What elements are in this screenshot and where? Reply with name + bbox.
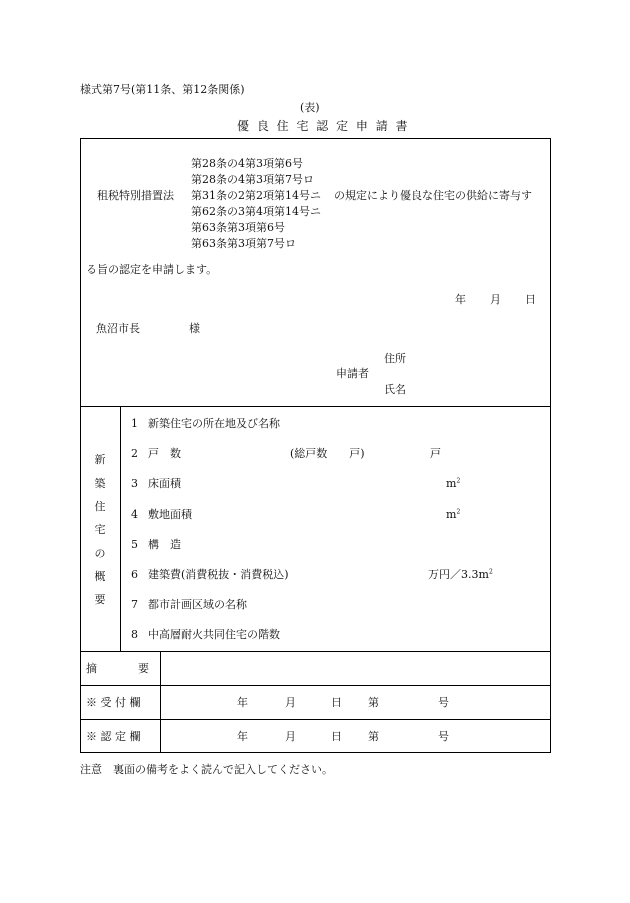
item-4-num: 4 (131, 508, 138, 521)
side-label: (表) (300, 101, 320, 114)
item-3-label: 床面積 (148, 477, 181, 490)
item-4-label: 敷地面積 (148, 508, 192, 521)
item-3-num: 3 (131, 477, 138, 490)
reception-month: 月 (285, 696, 296, 709)
overview-label-char-3: 住 (94, 500, 106, 513)
certification-gou: 号 (438, 730, 449, 743)
page-title: 優 良 住 宅 認 定 申 請 書 (237, 119, 410, 133)
reception-dai: 第 (368, 696, 379, 709)
certification-month: 月 (285, 730, 296, 743)
article-line-3: 第31条の2第2項第14号ニ (191, 189, 321, 202)
summary-label: 摘 要 (86, 662, 151, 675)
honorific: 様 (189, 322, 200, 335)
item-5-num: 5 (131, 538, 138, 551)
item-7-label: 都市計画区域の名称 (148, 598, 247, 611)
divider-certification-top (80, 719, 551, 720)
overview-label-char-2: 築 (94, 477, 106, 490)
article-line-4: 第62条の3第4項第14号ニ (191, 205, 321, 218)
applicant-address-label: 住所 (384, 352, 406, 365)
certification-day: 日 (331, 730, 342, 743)
item-1-label: 新築住宅の所在地及び名称 (148, 417, 280, 430)
date-day-label: 日 (525, 293, 536, 306)
applicant-label: 申請者 (336, 367, 369, 380)
divider-overview-top (80, 406, 551, 407)
footer-note: 注意 裏面の備考をよく読んで記入してください。 (80, 763, 333, 776)
item-6-unit: 万円$/3.3m^2$ (428, 568, 493, 581)
reception-day: 日 (331, 696, 342, 709)
reception-year: 年 (237, 696, 248, 709)
item-8-num: 8 (131, 628, 138, 641)
reception-label: ※ 受 付 欄 (86, 696, 141, 709)
regulation-text: の規定により優良な住宅の供給に寄与す (334, 189, 532, 202)
item-2-label: 戸 数 (148, 447, 181, 460)
article-line-6: 第63条第3項第7号ロ (191, 237, 296, 250)
overview-label-char-5: の (94, 547, 106, 560)
item-3-unit: $m^2$ (446, 477, 461, 490)
reception-gou: 号 (438, 696, 449, 709)
date-year-label: 年 (455, 293, 466, 306)
summary-field[interactable] (161, 652, 550, 685)
overview-label-char-7: 要 (94, 593, 106, 606)
article-line-2: 第28条の4第3項第7号ロ (191, 173, 314, 186)
article-line-5: 第63条第3項第6号 (191, 221, 285, 234)
applicant-name-label: 氏名 (384, 383, 406, 396)
overview-label-char-1: 新 (94, 453, 106, 466)
item-1-num: 1 (131, 417, 138, 430)
item-4-unit: $m^2$ (446, 508, 461, 521)
item-5-label: 構 造 (148, 538, 181, 551)
item-6-label: 建築費(消費税抜・消費税込) (148, 568, 289, 581)
divider-reception-top (80, 685, 551, 686)
item-2-unit: 戸 (430, 447, 441, 460)
law-name: 租税特別措置法 (97, 189, 174, 202)
certification-dai: 第 (368, 730, 379, 743)
addressee: 魚沼市長 (96, 322, 140, 335)
item-2-extra: (総戸数 戸) (290, 447, 365, 460)
certification-label: ※ 認 定 欄 (86, 730, 141, 743)
overview-label-char-4: 宅 (94, 523, 106, 536)
overview-label-char-6: 概 (94, 570, 106, 583)
item-8-label: 中高層耐火共同住宅の階数 (148, 628, 280, 641)
article-line-1: 第28条の4第3項第6号 (191, 157, 303, 170)
divider-overview-vertical (120, 406, 121, 651)
certification-year: 年 (237, 730, 248, 743)
item-7-num: 7 (131, 598, 138, 611)
form-id: 様式第7号(第11条、第12条関係) (80, 83, 245, 96)
regulation-text-continued: る旨の認定を申請します。 (86, 263, 218, 276)
date-month-label: 月 (490, 293, 501, 306)
item-6-num: 6 (131, 568, 138, 581)
item-2-num: 2 (131, 447, 138, 460)
